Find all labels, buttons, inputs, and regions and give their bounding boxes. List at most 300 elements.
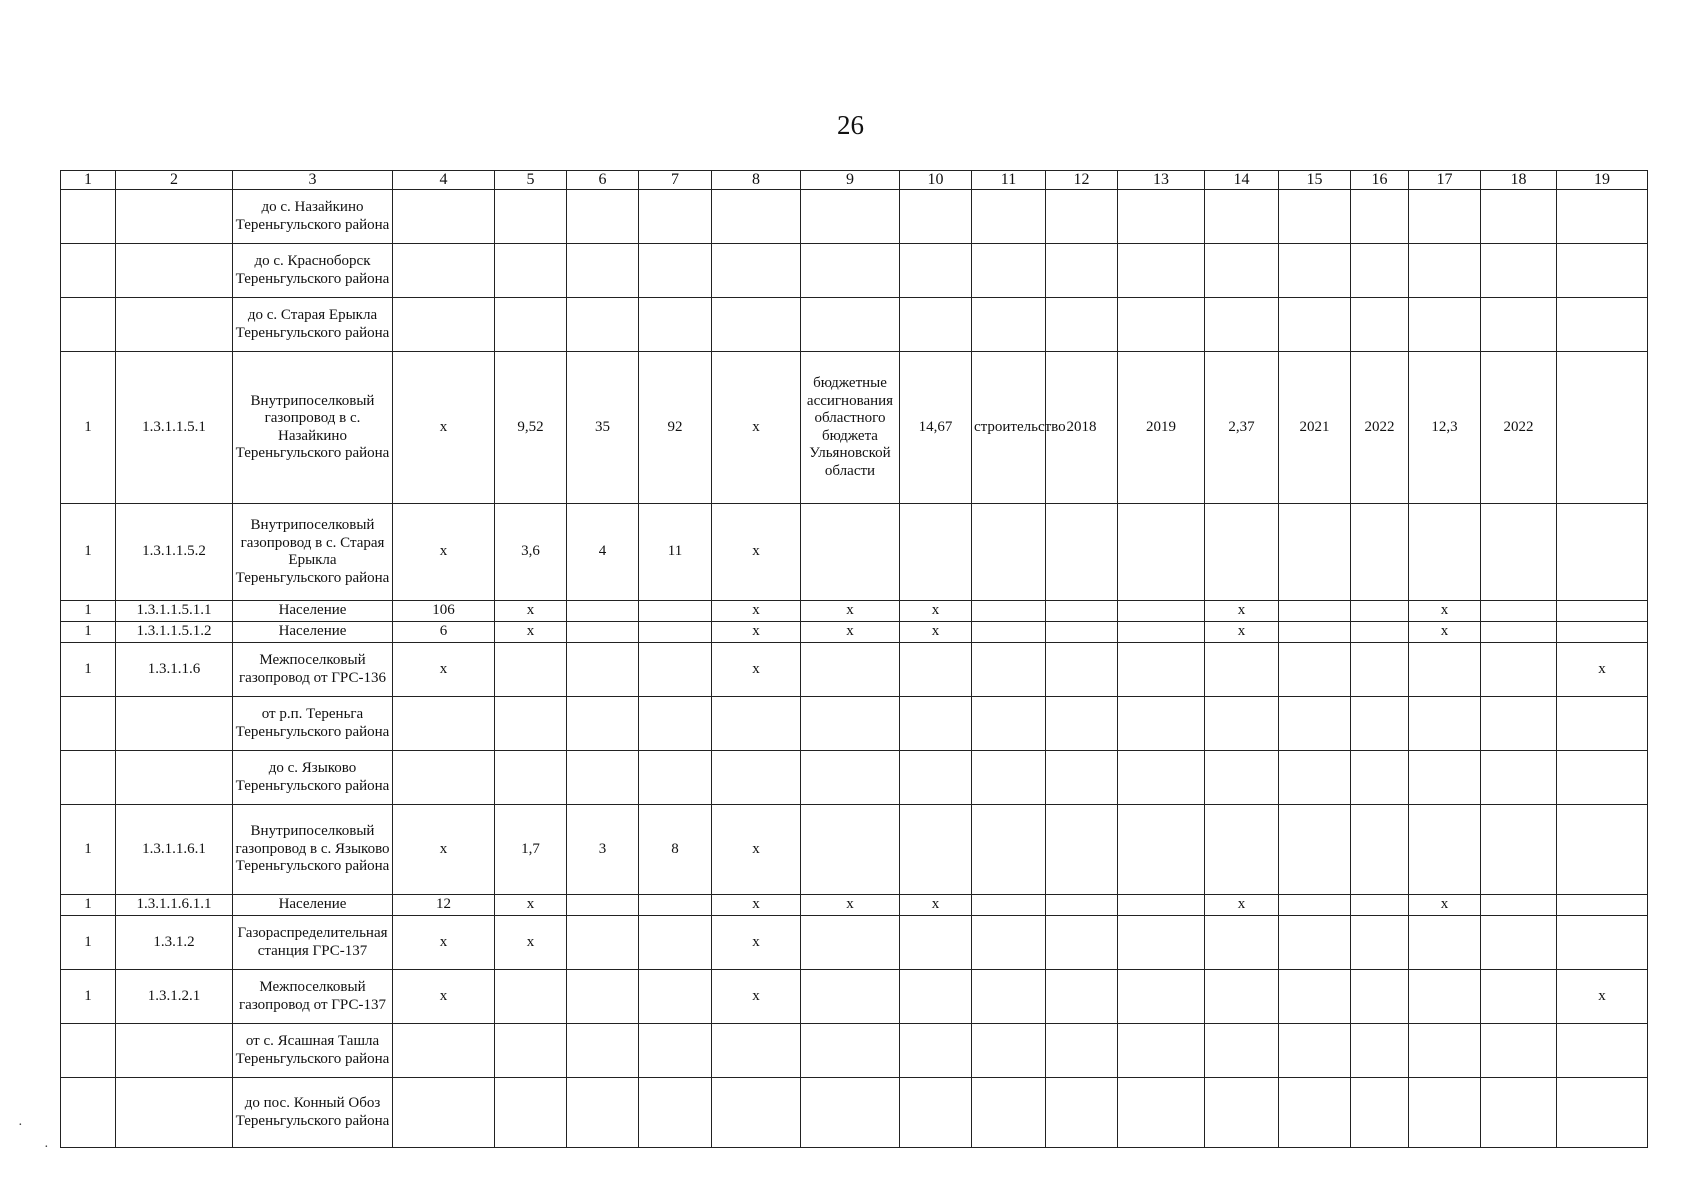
table-cell: 1 bbox=[61, 805, 116, 895]
table-cell bbox=[1205, 1078, 1279, 1148]
table-cell bbox=[639, 1078, 712, 1148]
table-cell: 11 bbox=[639, 504, 712, 601]
table-cell bbox=[900, 190, 972, 244]
table-cell bbox=[1351, 1024, 1409, 1078]
table-cell bbox=[801, 298, 900, 352]
table-cell bbox=[1481, 622, 1557, 643]
table-cell bbox=[639, 601, 712, 622]
table-cell: 2018 bbox=[1046, 352, 1118, 504]
col-header-9: 9 bbox=[801, 171, 900, 190]
table-cell: х bbox=[1409, 601, 1481, 622]
table-cell bbox=[1351, 1078, 1409, 1148]
table-cell: 1 bbox=[61, 622, 116, 643]
table-cell bbox=[567, 244, 639, 298]
table-cell bbox=[1205, 697, 1279, 751]
table-row bbox=[61, 643, 1648, 697]
table-cell bbox=[61, 190, 116, 244]
table-cell bbox=[972, 805, 1046, 895]
table-cell: Газораспределительная станция ГРС-137 bbox=[233, 916, 393, 970]
table-cell: х bbox=[801, 895, 900, 916]
table-cell: Внутрипоселковый газопровод в с. Старая Ерыкла Тереньгульского района bbox=[233, 504, 393, 601]
table-cell: х bbox=[712, 601, 801, 622]
table-cell bbox=[1279, 643, 1351, 697]
table-cell bbox=[639, 622, 712, 643]
table-cell bbox=[393, 1078, 495, 1148]
table-cell: 8 bbox=[639, 805, 712, 895]
table-cell bbox=[1046, 805, 1118, 895]
scan-mark: · bbox=[44, 1140, 49, 1155]
table-cell: Межпоселковый газопровод от ГРС-136 bbox=[233, 643, 393, 697]
table-cell bbox=[1118, 504, 1205, 601]
table-cell bbox=[567, 622, 639, 643]
table-cell bbox=[393, 298, 495, 352]
table-cell bbox=[1351, 916, 1409, 970]
col-header-8: 8 bbox=[712, 171, 801, 190]
table-row bbox=[61, 298, 1648, 352]
table-cell: х bbox=[712, 970, 801, 1024]
table-cell bbox=[900, 805, 972, 895]
table-cell bbox=[801, 504, 900, 601]
table-cell bbox=[495, 697, 567, 751]
table-cell: х bbox=[393, 805, 495, 895]
table-cell bbox=[1046, 1078, 1118, 1148]
table-cell bbox=[1046, 504, 1118, 601]
table-cell bbox=[61, 244, 116, 298]
table-cell: 2022 bbox=[1481, 352, 1557, 504]
table-cell: 1 bbox=[61, 970, 116, 1024]
table-row bbox=[61, 751, 1648, 805]
table-cell bbox=[1046, 895, 1118, 916]
table-cell bbox=[1279, 601, 1351, 622]
table-cell: х bbox=[712, 643, 801, 697]
table-cell bbox=[972, 916, 1046, 970]
table-cell bbox=[1409, 1078, 1481, 1148]
table-body bbox=[61, 190, 1648, 1148]
col-header-6: 6 bbox=[567, 171, 639, 190]
table-cell bbox=[1118, 805, 1205, 895]
table-cell bbox=[495, 298, 567, 352]
table-cell bbox=[1279, 298, 1351, 352]
table-cell bbox=[712, 1024, 801, 1078]
table-cell: до пос. Конный Обоз Тереньгульского района bbox=[233, 1078, 393, 1148]
table-cell bbox=[1046, 643, 1118, 697]
table-cell bbox=[1205, 504, 1279, 601]
table-cell: 1 bbox=[61, 916, 116, 970]
table-cell bbox=[801, 916, 900, 970]
table-cell bbox=[801, 970, 900, 1024]
table-cell bbox=[1481, 1078, 1557, 1148]
table-cell bbox=[116, 1024, 233, 1078]
table-cell bbox=[900, 970, 972, 1024]
table-cell bbox=[393, 697, 495, 751]
table-cell: х bbox=[900, 622, 972, 643]
table-cell bbox=[712, 697, 801, 751]
col-header-1: 1 bbox=[61, 171, 116, 190]
table-cell bbox=[1409, 298, 1481, 352]
table-cell bbox=[900, 751, 972, 805]
table-cell bbox=[1557, 1078, 1648, 1148]
table-cell bbox=[1351, 190, 1409, 244]
table-cell bbox=[393, 190, 495, 244]
table-cell bbox=[1409, 916, 1481, 970]
table-cell bbox=[1205, 643, 1279, 697]
table-cell bbox=[972, 298, 1046, 352]
table-cell bbox=[1481, 697, 1557, 751]
table-cell bbox=[639, 916, 712, 970]
table-cell: 12 bbox=[393, 895, 495, 916]
header-row bbox=[61, 171, 1648, 190]
table-cell bbox=[1409, 504, 1481, 601]
table-cell bbox=[1118, 970, 1205, 1024]
table-cell bbox=[712, 190, 801, 244]
table-cell bbox=[1279, 1024, 1351, 1078]
col-header-19: 19 bbox=[1557, 171, 1648, 190]
table-cell: 2022 bbox=[1351, 352, 1409, 504]
table-cell bbox=[1279, 190, 1351, 244]
table-cell: бюджетные ассигнования областного бюджета Ульяновской области bbox=[801, 352, 900, 504]
table-cell bbox=[1351, 751, 1409, 805]
table-cell: х bbox=[801, 622, 900, 643]
table-cell bbox=[1279, 751, 1351, 805]
table-cell bbox=[1046, 697, 1118, 751]
table-cell bbox=[393, 751, 495, 805]
table-cell: 9,52 bbox=[495, 352, 567, 504]
table-cell bbox=[1205, 1024, 1279, 1078]
table-cell bbox=[567, 895, 639, 916]
table-cell: 3 bbox=[567, 805, 639, 895]
table-cell bbox=[801, 643, 900, 697]
table-cell bbox=[1279, 895, 1351, 916]
table-cell bbox=[1557, 622, 1648, 643]
table-cell bbox=[1046, 1024, 1118, 1078]
table-row bbox=[61, 895, 1648, 916]
table-cell bbox=[1557, 601, 1648, 622]
table-cell bbox=[1118, 916, 1205, 970]
table-cell: 1.3.1.1.5.1.1 bbox=[116, 601, 233, 622]
table-cell bbox=[1409, 244, 1481, 298]
table-cell bbox=[900, 643, 972, 697]
table-cell bbox=[1205, 751, 1279, 805]
table-cell bbox=[567, 298, 639, 352]
table-cell bbox=[900, 504, 972, 601]
table-cell: х bbox=[495, 601, 567, 622]
table-cell bbox=[1118, 190, 1205, 244]
table-cell bbox=[1279, 970, 1351, 1024]
table-cell: 12,3 bbox=[1409, 352, 1481, 504]
table-cell bbox=[1409, 697, 1481, 751]
table-cell bbox=[639, 697, 712, 751]
table-cell bbox=[1118, 1024, 1205, 1078]
table-cell bbox=[972, 190, 1046, 244]
table-cell bbox=[1481, 244, 1557, 298]
col-header-17: 17 bbox=[1409, 171, 1481, 190]
table-cell: 1.3.1.1.6.1.1 bbox=[116, 895, 233, 916]
table-cell bbox=[1557, 805, 1648, 895]
table-cell bbox=[495, 190, 567, 244]
table-cell: х bbox=[393, 970, 495, 1024]
table-cell bbox=[1557, 244, 1648, 298]
table-cell bbox=[567, 1024, 639, 1078]
table-cell bbox=[712, 1078, 801, 1148]
table-cell bbox=[1205, 805, 1279, 895]
table-cell bbox=[1118, 751, 1205, 805]
table-cell bbox=[1557, 895, 1648, 916]
table-cell bbox=[1279, 916, 1351, 970]
table-cell bbox=[639, 970, 712, 1024]
table-cell: х bbox=[1409, 622, 1481, 643]
col-header-10: 10 bbox=[900, 171, 972, 190]
table-cell bbox=[1279, 244, 1351, 298]
table-row bbox=[61, 190, 1648, 244]
table-cell bbox=[1046, 601, 1118, 622]
table-cell bbox=[1046, 916, 1118, 970]
table-cell: 1.3.1.2 bbox=[116, 916, 233, 970]
table-cell bbox=[972, 1078, 1046, 1148]
table-cell: от с. Ясашная Ташла Тереньгульского района bbox=[233, 1024, 393, 1078]
table-cell bbox=[972, 504, 1046, 601]
table-cell bbox=[567, 1078, 639, 1148]
data-table bbox=[60, 170, 1648, 1148]
col-header-2: 2 bbox=[116, 171, 233, 190]
table-row bbox=[61, 601, 1648, 622]
table-cell bbox=[1205, 190, 1279, 244]
table-cell bbox=[1409, 751, 1481, 805]
table-cell bbox=[61, 298, 116, 352]
table-cell bbox=[712, 298, 801, 352]
table-cell: до с. Старая Ерыкла Тереньгульского района bbox=[233, 298, 393, 352]
table-cell bbox=[1481, 805, 1557, 895]
table-cell bbox=[1481, 190, 1557, 244]
table-cell bbox=[801, 751, 900, 805]
table-cell bbox=[801, 697, 900, 751]
table-cell: х bbox=[1205, 601, 1279, 622]
table-cell bbox=[116, 244, 233, 298]
table-cell bbox=[1481, 1024, 1557, 1078]
table-cell: х bbox=[495, 895, 567, 916]
table-cell bbox=[1557, 352, 1648, 504]
table-cell bbox=[1481, 916, 1557, 970]
table-cell: х bbox=[1205, 622, 1279, 643]
table-cell bbox=[900, 244, 972, 298]
table-cell bbox=[393, 244, 495, 298]
table-cell: х bbox=[1205, 895, 1279, 916]
table-cell: х bbox=[712, 805, 801, 895]
table-cell bbox=[1557, 1024, 1648, 1078]
table-cell: 1 bbox=[61, 504, 116, 601]
table-cell bbox=[1557, 190, 1648, 244]
table-cell: 106 bbox=[393, 601, 495, 622]
col-header-16: 16 bbox=[1351, 171, 1409, 190]
table-cell bbox=[639, 298, 712, 352]
table-cell: 1.3.1.1.5.1 bbox=[116, 352, 233, 504]
table-cell: 1.3.1.2.1 bbox=[116, 970, 233, 1024]
table-cell bbox=[1279, 697, 1351, 751]
table-cell bbox=[1118, 1078, 1205, 1148]
table-cell bbox=[61, 1078, 116, 1148]
table-row bbox=[61, 1078, 1648, 1148]
table-cell bbox=[1557, 298, 1648, 352]
col-header-12: 12 bbox=[1046, 171, 1118, 190]
table-cell bbox=[1557, 916, 1648, 970]
table-cell: 1 bbox=[61, 352, 116, 504]
table-cell: 2,37 bbox=[1205, 352, 1279, 504]
table-cell bbox=[1351, 244, 1409, 298]
table-cell: х bbox=[712, 352, 801, 504]
table-row bbox=[61, 504, 1648, 601]
table-cell bbox=[1409, 190, 1481, 244]
table-cell bbox=[567, 970, 639, 1024]
table-cell bbox=[1481, 970, 1557, 1024]
table-cell bbox=[972, 895, 1046, 916]
table-cell bbox=[1351, 697, 1409, 751]
table-row bbox=[61, 1024, 1648, 1078]
table-cell: Население bbox=[233, 895, 393, 916]
table-cell bbox=[639, 190, 712, 244]
table-cell bbox=[712, 751, 801, 805]
table-cell bbox=[1118, 622, 1205, 643]
table-cell: 92 bbox=[639, 352, 712, 504]
table-cell bbox=[1205, 916, 1279, 970]
table-cell bbox=[1046, 970, 1118, 1024]
table-cell: х bbox=[495, 916, 567, 970]
table-cell bbox=[900, 1024, 972, 1078]
table-cell bbox=[61, 697, 116, 751]
table-cell bbox=[1118, 601, 1205, 622]
table-cell bbox=[1481, 895, 1557, 916]
table-cell bbox=[1046, 298, 1118, 352]
table-cell bbox=[1481, 601, 1557, 622]
table-cell bbox=[116, 298, 233, 352]
table-cell: х bbox=[712, 895, 801, 916]
table-cell bbox=[1351, 970, 1409, 1024]
table-cell bbox=[1481, 298, 1557, 352]
table-cell bbox=[567, 751, 639, 805]
table-cell bbox=[900, 1078, 972, 1148]
table-cell bbox=[1046, 622, 1118, 643]
table-cell bbox=[1557, 751, 1648, 805]
table-cell bbox=[972, 1024, 1046, 1078]
table-cell bbox=[801, 190, 900, 244]
table-cell: х bbox=[393, 916, 495, 970]
table-cell bbox=[495, 970, 567, 1024]
table-cell bbox=[1481, 751, 1557, 805]
table-cell: х bbox=[712, 916, 801, 970]
col-header-4: 4 bbox=[393, 171, 495, 190]
table-cell bbox=[801, 805, 900, 895]
table-cell bbox=[495, 751, 567, 805]
table-cell bbox=[116, 697, 233, 751]
table-cell bbox=[639, 244, 712, 298]
col-header-5: 5 bbox=[495, 171, 567, 190]
table-cell bbox=[1046, 244, 1118, 298]
table-cell bbox=[1351, 298, 1409, 352]
table-row bbox=[61, 244, 1648, 298]
table-cell bbox=[639, 1024, 712, 1078]
table-cell: 35 bbox=[567, 352, 639, 504]
table-cell bbox=[495, 1024, 567, 1078]
table-cell: Межпоселковый газопровод от ГРС-137 bbox=[233, 970, 393, 1024]
table-cell bbox=[801, 1024, 900, 1078]
table-cell bbox=[1409, 970, 1481, 1024]
table-cell: 4 bbox=[567, 504, 639, 601]
table-cell bbox=[1557, 697, 1648, 751]
table-cell bbox=[1118, 895, 1205, 916]
table-cell bbox=[900, 697, 972, 751]
table-cell bbox=[495, 1078, 567, 1148]
table-cell: х bbox=[712, 622, 801, 643]
table-cell bbox=[1205, 244, 1279, 298]
table-row bbox=[61, 916, 1648, 970]
table-cell: до с. Языково Тереньгульского района bbox=[233, 751, 393, 805]
table-cell bbox=[1409, 643, 1481, 697]
table-cell bbox=[972, 622, 1046, 643]
page-number: 26 bbox=[837, 110, 864, 140]
table-cell: х bbox=[900, 601, 972, 622]
table-cell: до с. Красноборск Тереньгульского района bbox=[233, 244, 393, 298]
table-cell bbox=[1279, 622, 1351, 643]
table-cell: х bbox=[495, 622, 567, 643]
table-cell: х bbox=[900, 895, 972, 916]
table-cell: 2019 bbox=[1118, 352, 1205, 504]
table-cell bbox=[567, 190, 639, 244]
table-cell bbox=[1351, 643, 1409, 697]
table-row bbox=[61, 970, 1648, 1024]
table-cell bbox=[567, 697, 639, 751]
table-cell: х bbox=[393, 504, 495, 601]
table-cell bbox=[1351, 504, 1409, 601]
table-cell: 1.3.1.1.5.1.2 bbox=[116, 622, 233, 643]
table-cell: х bbox=[393, 643, 495, 697]
table-cell bbox=[972, 244, 1046, 298]
table-cell: до с. Назайкино Тереньгульского района bbox=[233, 190, 393, 244]
table-cell bbox=[1351, 895, 1409, 916]
table-cell bbox=[1118, 697, 1205, 751]
table-cell bbox=[972, 697, 1046, 751]
table-cell bbox=[1118, 244, 1205, 298]
table-cell: 2021 bbox=[1279, 352, 1351, 504]
table-row bbox=[61, 805, 1648, 895]
col-header-15: 15 bbox=[1279, 171, 1351, 190]
table-cell bbox=[1279, 1078, 1351, 1148]
table-cell bbox=[1481, 643, 1557, 697]
table-cell bbox=[712, 244, 801, 298]
table-row bbox=[61, 697, 1648, 751]
table-cell bbox=[495, 244, 567, 298]
table-cell: 1,7 bbox=[495, 805, 567, 895]
table-cell bbox=[1557, 504, 1648, 601]
table-cell: 1.3.1.1.6.1 bbox=[116, 805, 233, 895]
table-row bbox=[61, 622, 1648, 643]
table-cell bbox=[1279, 504, 1351, 601]
table-cell bbox=[1205, 970, 1279, 1024]
table-cell: Население bbox=[233, 601, 393, 622]
table-cell bbox=[61, 751, 116, 805]
table-cell bbox=[1409, 805, 1481, 895]
table-cell: от р.п. Тереньга Тереньгульского района bbox=[233, 697, 393, 751]
table-cell bbox=[1481, 504, 1557, 601]
scan-mark: · bbox=[18, 1118, 23, 1133]
table-cell bbox=[116, 751, 233, 805]
table-cell: 1 bbox=[61, 895, 116, 916]
table-cell: строительство bbox=[972, 352, 1046, 504]
table-cell bbox=[567, 643, 639, 697]
col-header-11: 11 bbox=[972, 171, 1046, 190]
table-cell bbox=[1351, 805, 1409, 895]
table-cell: х bbox=[1557, 970, 1648, 1024]
table-cell: х bbox=[712, 504, 801, 601]
table-cell bbox=[1409, 1024, 1481, 1078]
table-cell: 1 bbox=[61, 601, 116, 622]
